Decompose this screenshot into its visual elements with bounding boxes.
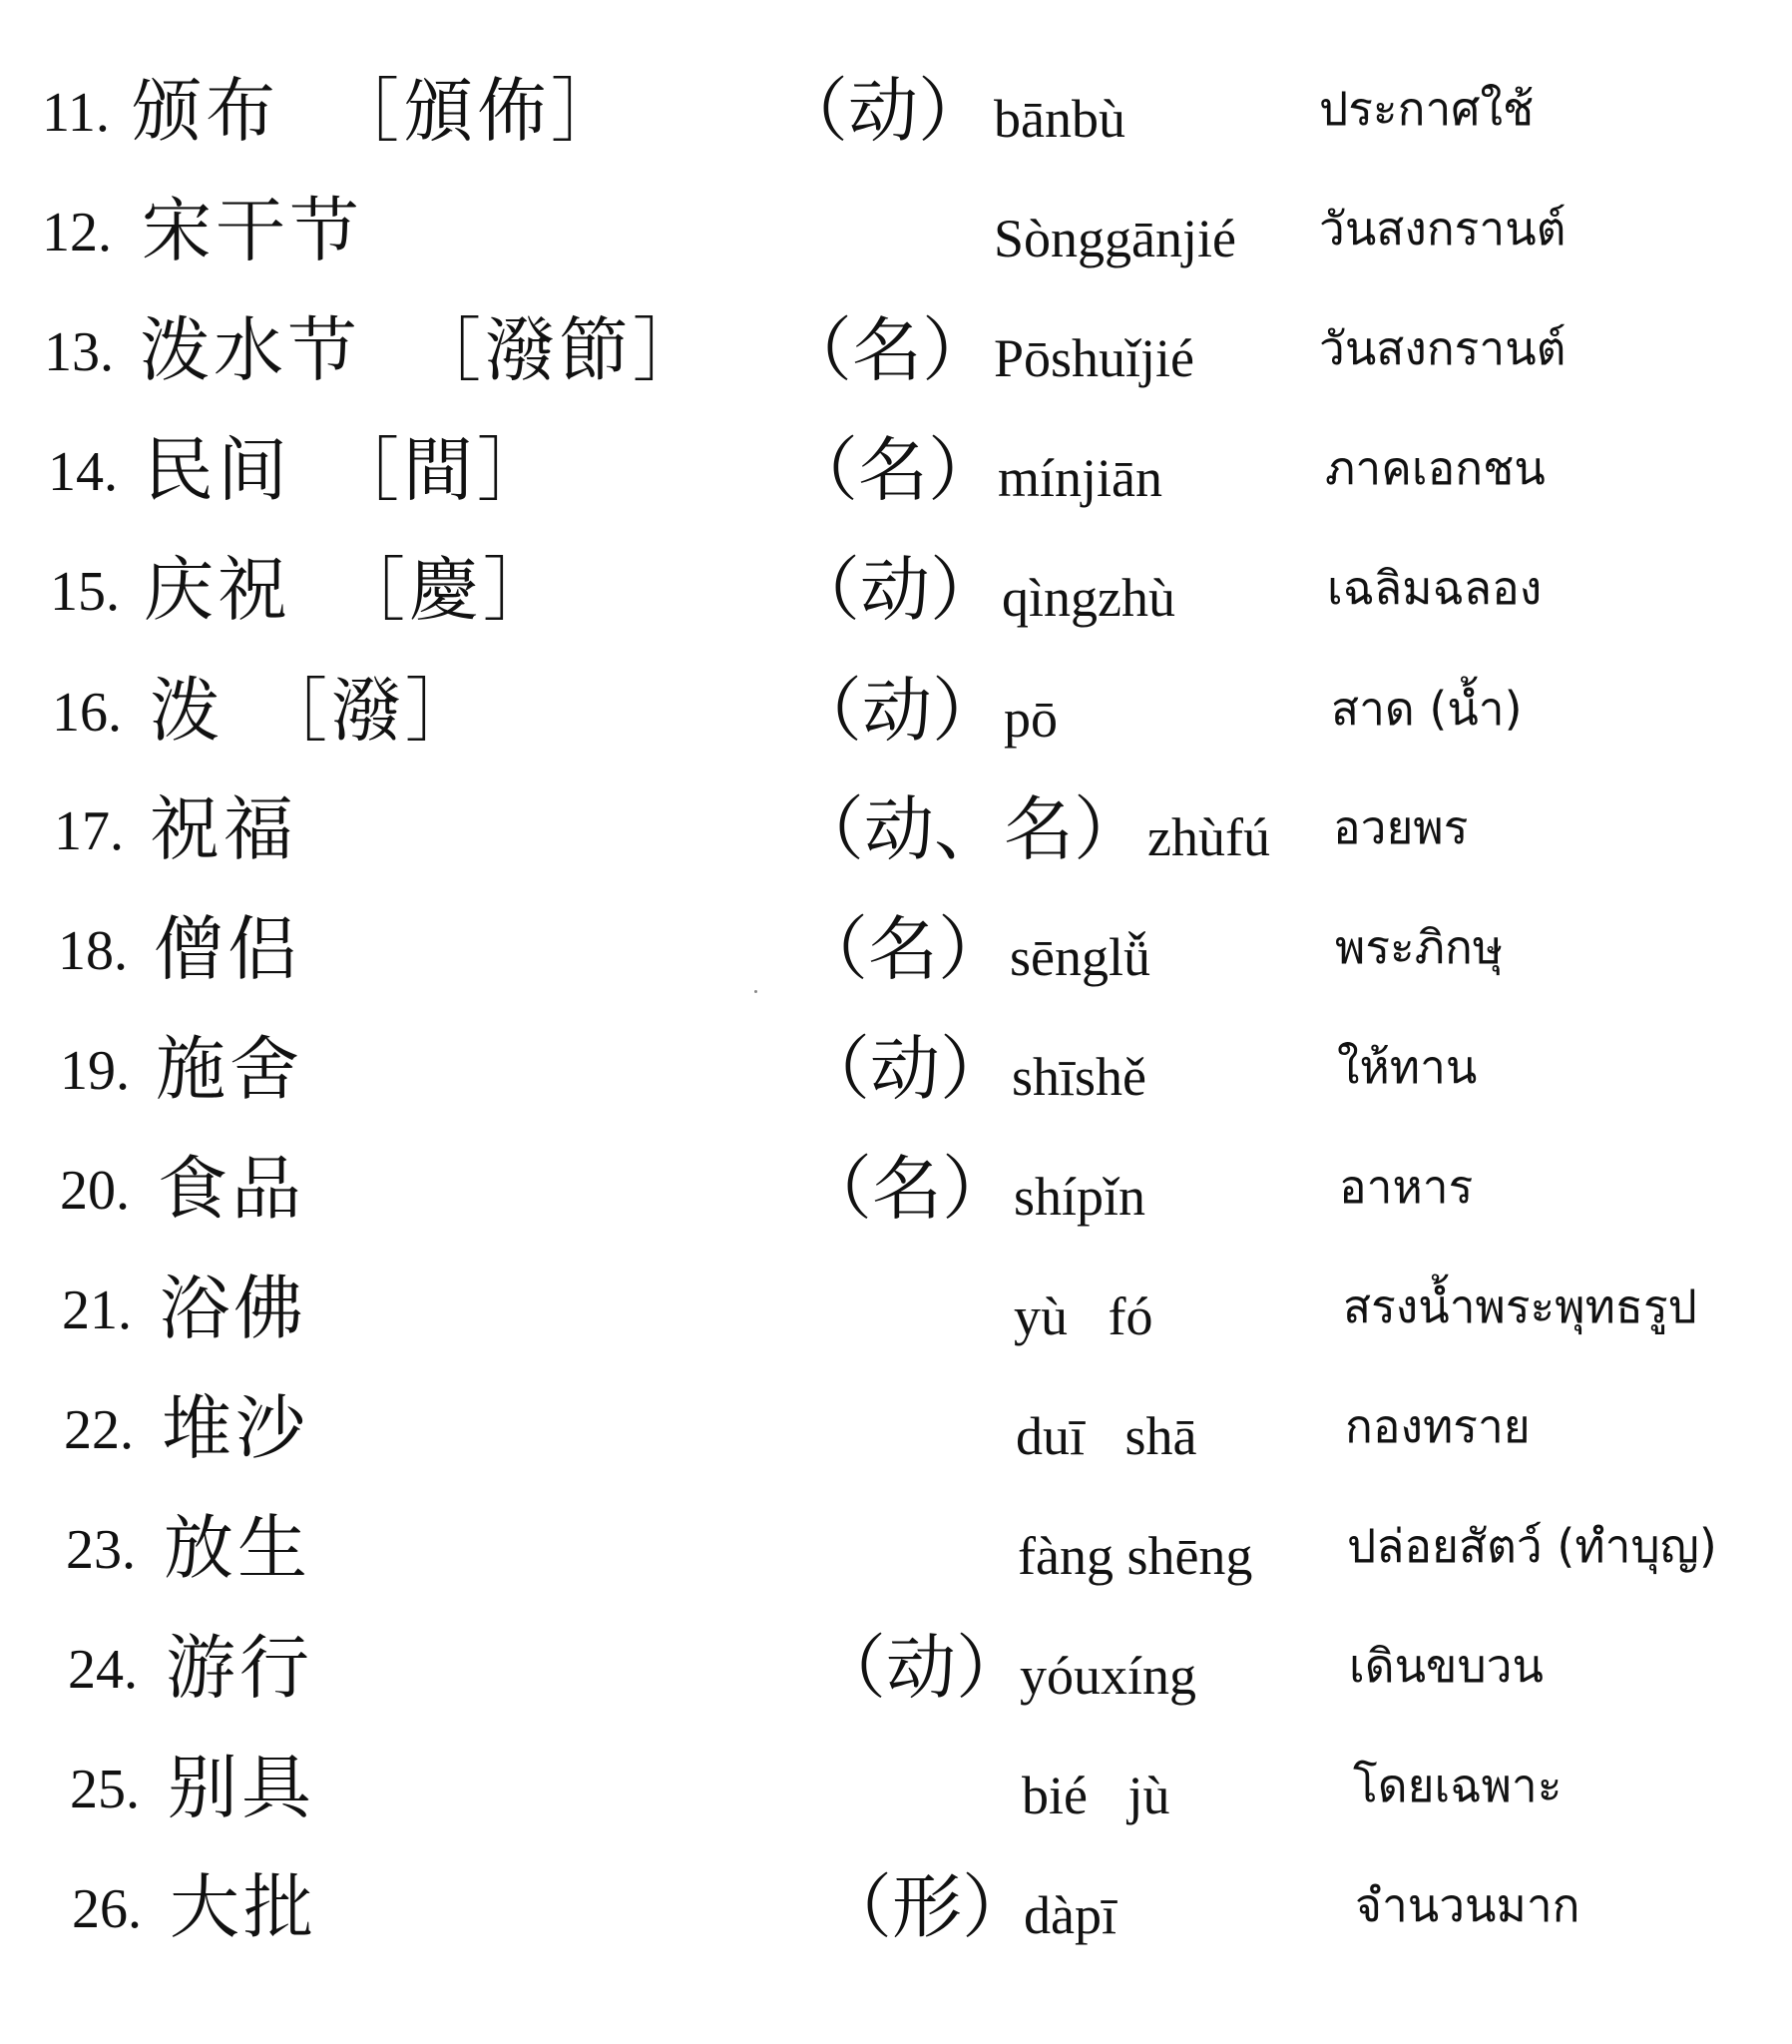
vocab-entry — [0, 1008, 1792, 1128]
entry-part-of-speech: （名） — [782, 309, 992, 391]
entry-pinyin: pō — [1004, 689, 1058, 749]
vocab-entry — [0, 888, 1792, 1008]
entry-thai-translation: พระภิกษุ — [1335, 920, 1504, 974]
entry-number: 20. — [60, 1160, 130, 1222]
entry-pinyin: qìngzhù — [1002, 568, 1175, 628]
entry-number: 15. — [50, 561, 120, 623]
vocab-entry — [0, 1607, 1792, 1727]
entry-thai-translation: โดยเฉพาะ — [1353, 1759, 1563, 1812]
entry-word: 大批 — [170, 1866, 317, 1948]
vocab-entry — [0, 1487, 1792, 1607]
entry-thai-translation: เดินขบวน — [1349, 1639, 1544, 1693]
entry-thai-translation: จำนวนมาก — [1355, 1878, 1580, 1932]
vocab-entry — [0, 1248, 1792, 1367]
entry-part-of-speech: （动） — [816, 1627, 1026, 1709]
entry-number: 21. — [62, 1279, 132, 1341]
entry-thai-translation: อาหาร — [1339, 1160, 1474, 1214]
vocab-entry — [0, 289, 1792, 409]
vocab-entry — [0, 650, 1792, 769]
vocab-entry — [0, 170, 1792, 289]
entry-word: 泼 — [150, 670, 224, 752]
entry-pinyin: shípǐn — [1014, 1167, 1146, 1227]
entry-part-of-speech: （形） — [822, 1866, 1032, 1948]
entry-thai-translation: สาด (น้ำ) — [1331, 682, 1523, 736]
entry-thai-translation: สรงน้ำพระพุทธรูป — [1343, 1279, 1697, 1333]
entry-traditional: ［間］ — [329, 429, 551, 511]
entry-number: 13. — [44, 321, 114, 383]
entry-word: 游行 — [166, 1627, 313, 1709]
entry-thai-translation: อวยพร — [1333, 800, 1469, 854]
entry-traditional: ［潑］ — [257, 670, 479, 752]
entry-pinyin: yù fó — [1014, 1286, 1153, 1346]
entry-word: 颁布 — [132, 70, 279, 152]
entry-part-of-speech: （名） — [798, 908, 1008, 990]
entry-word: 施舍 — [156, 1028, 303, 1110]
entry-number: 26. — [72, 1878, 142, 1940]
entry-thai-translation: กองทราย — [1345, 1399, 1531, 1453]
entry-pinyin: Pōshuǐjié — [994, 328, 1195, 388]
entry-pinyin: sēnglǚ — [1010, 927, 1150, 987]
entry-part-of-speech: （动、名） — [794, 788, 1143, 870]
entry-traditional: ［慶］ — [335, 549, 557, 631]
entry-pinyin: bié jù — [1022, 1766, 1170, 1825]
scan-speck — [754, 990, 757, 993]
entry-part-of-speech: （动） — [800, 1028, 1010, 1110]
entry-pinyin: yóuxíng — [1020, 1646, 1197, 1706]
entry-word: 别具 — [168, 1747, 315, 1828]
vocab-entry — [0, 529, 1792, 649]
entry-number: 19. — [60, 1040, 130, 1102]
entry-number: 24. — [68, 1639, 138, 1701]
entry-pinyin: Sònggānjié — [994, 209, 1236, 268]
vocab-entry — [0, 1367, 1792, 1487]
entry-word: 民间 — [144, 429, 291, 511]
entry-thai-translation: ให้ทาน — [1337, 1040, 1478, 1094]
entry-thai-translation: เฉลิมฉลอง — [1327, 561, 1543, 615]
entry-word: 祝福 — [150, 788, 297, 870]
entry-number: 25. — [70, 1759, 140, 1820]
entry-pinyin: fàng shēng — [1018, 1526, 1253, 1586]
entry-number: 16. — [52, 682, 122, 744]
entry-part-of-speech: （名） — [788, 429, 998, 511]
entry-part-of-speech: （动） — [790, 549, 1000, 631]
entry-part-of-speech: （动） — [792, 670, 1002, 752]
entry-number: 18. — [58, 920, 128, 982]
entry-part-of-speech: （名） — [802, 1148, 1012, 1230]
entry-word: 食品 — [158, 1148, 305, 1230]
entry-number: 22. — [64, 1399, 134, 1461]
entry-word: 宋干节 — [142, 190, 363, 271]
entry-part-of-speech: （动） — [778, 70, 988, 152]
vocab-entry — [0, 50, 1792, 170]
entry-pinyin: bānbù — [994, 89, 1125, 149]
entry-pinyin: mínjiān — [998, 448, 1162, 508]
entry-number: 11. — [42, 82, 110, 144]
vocab-entry — [0, 409, 1792, 529]
entry-thai-translation: วันสงกรานต์ — [1319, 202, 1567, 256]
entry-word: 僧侣 — [154, 908, 301, 990]
entry-pinyin: zhùfú — [1147, 807, 1270, 867]
vocab-entry — [0, 1727, 1792, 1846]
vocab-entry — [0, 1846, 1792, 1966]
entry-thai-translation: ภาคเอกชน — [1325, 441, 1546, 495]
entry-pinyin: shīshě — [1012, 1047, 1146, 1107]
entry-number: 23. — [66, 1519, 136, 1581]
entry-pinyin: duī shā — [1016, 1406, 1197, 1466]
entry-word: 庆祝 — [144, 549, 291, 631]
entry-number: 12. — [42, 202, 112, 263]
entry-number: 17. — [54, 800, 124, 862]
entry-word: 泼水节 — [140, 309, 361, 391]
entry-traditional: ［頒佈］ — [329, 70, 625, 152]
entry-thai-translation: วันสงกรานต์ — [1319, 321, 1567, 375]
entry-thai-translation: ปล่อยสัตว์ (ทำบุญ) — [1347, 1519, 1717, 1573]
entry-traditional: ［潑節］ — [411, 309, 706, 391]
entry-pinyin: dàpī — [1024, 1885, 1117, 1945]
entry-word: 浴佛 — [160, 1268, 307, 1349]
entry-word: 堆沙 — [162, 1387, 309, 1469]
vocab-entry — [0, 1128, 1792, 1248]
vocab-entry — [0, 768, 1792, 888]
entry-thai-translation: ประกาศใช้ — [1319, 82, 1535, 136]
entry-number: 14. — [48, 441, 118, 503]
entry-word: 放生 — [164, 1507, 311, 1589]
